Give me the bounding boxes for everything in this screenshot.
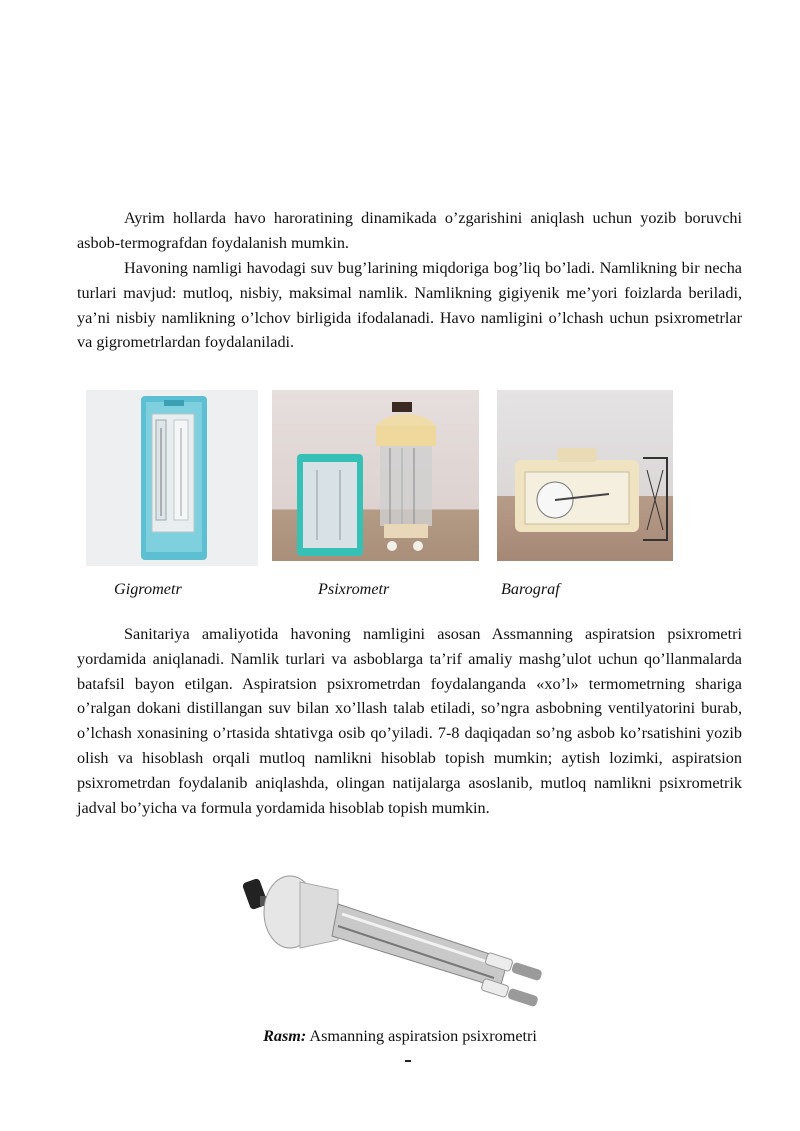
paragraph-thermograph: Ayrim hollarda havo haroratining dinamikada o’zgarishini aniqlash uchun yozib boruvchi asbob-termografdan foydalanish mumkin.	[77, 209, 742, 252]
caption-gigrometr: Gigrometr	[114, 580, 182, 598]
figure-caption	[0, 1027, 800, 1046]
barograf-photo	[497, 390, 673, 561]
caption-barograf: Barograf	[501, 580, 560, 598]
gigrometr-photo	[86, 390, 258, 566]
figure-caption-label: Rasm:	[263, 1027, 307, 1045]
paragraph-aspiration-psychrometer: Sanitariya amaliyotida havoning namligini asosan Assmanning aspiratsion psixrometri yordamida aniqlanadi. Namlik turlari va asboblarga ta’rif amaliy mashg’ulot uchun qo’llanmalarda batafsil bayon etilgan. Aspiratsion psixrometrdan foydalanganda «xo’l» termometrning shariga o’ralgan dokani distillangan suv bilan xo’llash talab etiladi, so’ngra asbobning ventilyatorini burab, o’lchash xonasining o’rtasida shtativga osib qo’yiladi. 7-8 daqiqadan so’ng asbob ko’rsatishini yozib olish va hisoblash orqali mutloq namlikni hisoblab topish mumkin; aytish lozimki, aspiratsion psixrometrdan foydalanib aniqlashda, olingan natijalarga asoslanib, mutloq namlikni psixrometrik jadval bo’yicha va formula yordamida hisoblab topish mumkin.	[77, 625, 742, 817]
figure-caption-text: Asmanning aspiratsion psixrometri	[306, 1027, 537, 1045]
page-number-mark	[405, 1060, 411, 1062]
psixrometr-photo	[272, 390, 479, 561]
aspiration-psychrometer-photo	[238, 870, 553, 1020]
paragraph-humidity: Havoning namligi havodagi suv bug’larining miqdoriga bog’liq bo’ladi. Namlikning bir necha turlari mavjud: mutloq, nisbiy, maksimal namlik. Namlikning gigiyenik me’yori foizlarda beriladi, ya’ni nisbiy namlikning o’lchov birligida ifodalanadi. Havo namligini o’lchash uchun psixrometrlar va gigrometrlardan foydalaniladi.	[77, 259, 742, 352]
caption-psixrometr: Psixrometr	[318, 580, 390, 598]
